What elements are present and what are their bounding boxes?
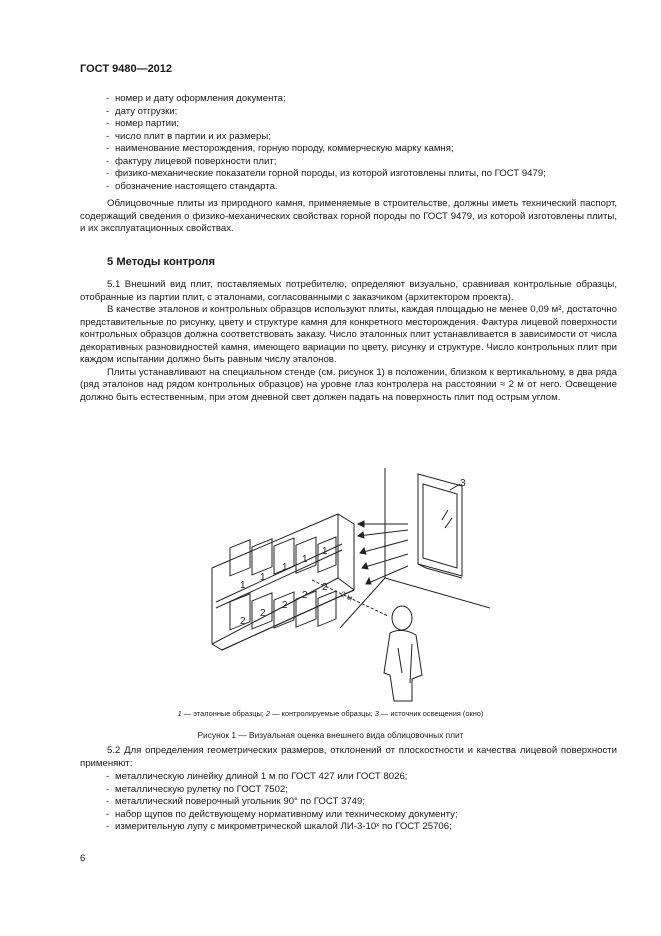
list-item: - номер и дату оформления документа; [80, 93, 617, 106]
paragraph: Плиты устанавливают на специальном стенде (см. рисунок 1) в положении, близком к вертикальному, в два ряда (ряд эталонов над рядом контрольных образцов) на уровне глаз контролера на расстоянии ≈ 2 м от него. Освещение должно быть естественным, при этом дневной свет должен падать на поверхность плит под острым углом. [80, 366, 617, 403]
list-item: - измерительную лупу с микрометрической шкалой ЛИ-3-10ˣ по ГОСТ 25706; [80, 821, 617, 834]
label-standard: 1 [282, 562, 288, 573]
list-item: - металлическую линейку длиной 1 м по ГОСТ 427 или ГОСТ 8026; [80, 771, 617, 784]
legend-text: — эталонные образцы; [181, 709, 266, 718]
label-control: 2 [240, 616, 246, 627]
page-number: 6 [80, 853, 86, 864]
legend-number: 2 [265, 709, 271, 718]
list-item: - число плит в партии и их размеры; [80, 131, 617, 144]
legend-number: 3 [374, 709, 379, 718]
inspection-stand [212, 514, 354, 650]
list-item: - металлическую рулетку по ГОСТ 7502; [80, 784, 617, 797]
paragraph: 5.1 Внешний вид плит, поставляемых потребителю, определяют визуально, сравнивая контрольные образцы, отобранные из партии плит, с эталонами, согласованными с заказчиком (архитектором проекта). [80, 279, 617, 303]
list-item: - набор щупов по действующему нормативному или техническому документу; [80, 809, 617, 822]
figure-legend [0, 709, 661, 718]
label-control: 2 [322, 582, 328, 593]
legend-text: — контролируемые образцы; [270, 709, 375, 718]
list-item: - обозначение настоящего стандарта. [80, 181, 617, 194]
label-window: 3 [460, 478, 466, 489]
paragraph: В качестве эталонов и контрольных образцов используют плиты, каждая площадью не менее 0,09 м², достаточно представительные по рисунку, цвету и структуре камня для конкретного месторождения. Фактура лицевой поверхности контрольных образцов должна соответствовать заказу. Число эталонных плит устанавливается в зависимости от числа декоративных разновидностей камня, имеющего вариации по цвету, рисунку и структуре. Число контрольных плит при каждом испытании должно быть равным числу эталонов. [80, 304, 617, 365]
list-item: - дату отгрузки; [80, 106, 617, 119]
label-standard: 1 [240, 580, 246, 591]
section-5-1 [80, 279, 617, 404]
legend-number: 1 [177, 709, 182, 718]
label-control: 2 [302, 590, 308, 601]
window-light-source [418, 474, 462, 578]
inspector-figure [384, 606, 422, 701]
light-arrows [358, 521, 408, 584]
passport-contents-list [80, 93, 617, 193]
figure-1-drawing [190, 468, 490, 703]
list-item: - фактуру лицевой поверхности плит; [80, 156, 617, 169]
label-standard: 1 [260, 572, 266, 583]
label-standard: 1 [322, 546, 328, 557]
legend-text: — источник освещения (окно) [378, 709, 484, 718]
section-heading: 5 Методы контроля [107, 256, 216, 268]
label-control: 2 [282, 600, 288, 611]
instruments-list [80, 771, 617, 834]
label-standard: 1 [302, 554, 308, 565]
list-item: - наименование месторождения, горную породу, коммерческую марку камня; [80, 143, 617, 156]
list-item: - металлический поверочный угольник 90° по ГОСТ 3749; [80, 796, 617, 809]
running-header: ГОСТ 9480—2012 [80, 63, 173, 75]
paragraph-passport: Облицовочные плиты из природного камня, применяемые в строительстве, должны иметь технический паспорт, содержащий сведения о физико-механических свойствах горной породы по ГОСТ 9479, из которой изготовлены плиты, и их эксплуатационных свойствах. [80, 198, 617, 234]
label-distance: 2 м [339, 589, 354, 603]
list-item: - номер партии; [80, 118, 617, 131]
list-item: - физико-механические показатели горной породы, из которой изготовлены плиты, по ГОСТ 9479; [80, 168, 617, 181]
section-5-2: 5.2 Для определения геометрических размеров, отклонений от плоскостности и качества лицевой поверхности применяют: [80, 745, 617, 769]
label-control: 2 [260, 608, 266, 619]
figure-caption: Рисунок 1 — Визуальная оценка внешнего вида облицовочных плит [197, 730, 464, 740]
